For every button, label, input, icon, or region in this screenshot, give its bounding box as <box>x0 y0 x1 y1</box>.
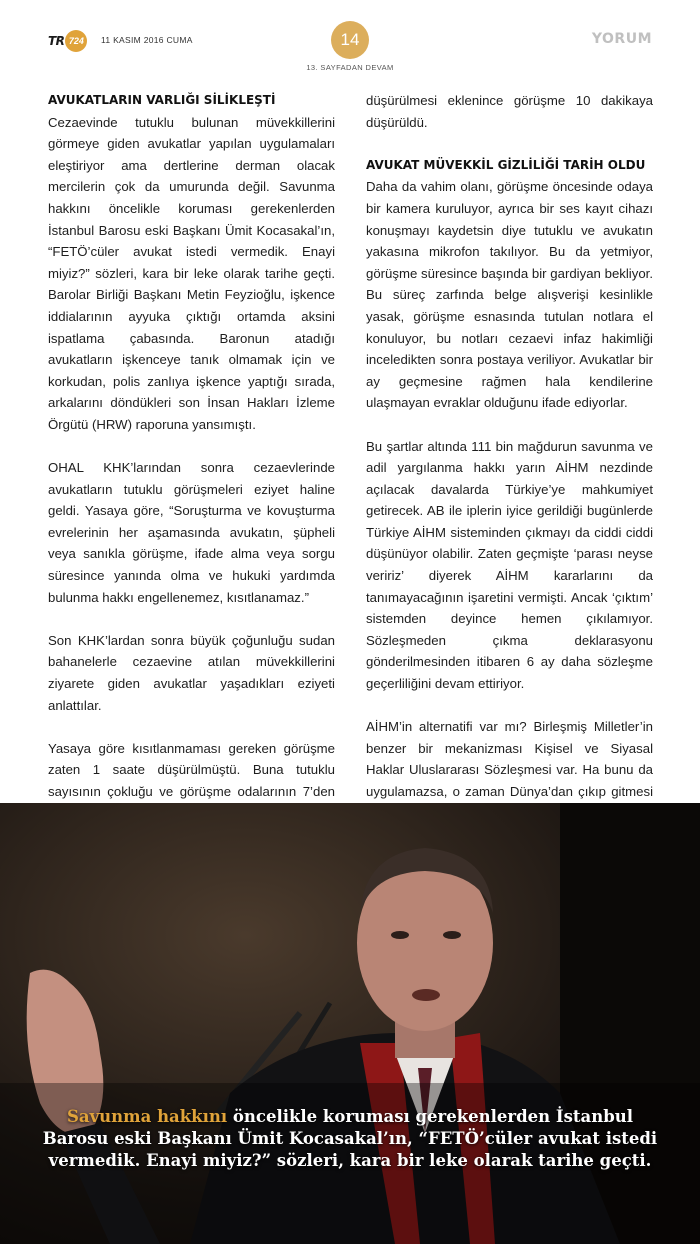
speaker-illustration <box>0 803 700 1244</box>
heading-avukat-muvekkil: AVUKAT MÜVEKKİL GİZLİLİĞİ TARİH OLDU <box>366 157 646 172</box>
section-label: YORUM <box>591 31 652 47</box>
heading-avukatlarin-varligi: AVUKATLARIN VARLIĞI SİLİKLEŞTİ <box>48 93 276 107</box>
speaker-photo <box>0 803 700 1244</box>
paragraph-4-continued: düşürülmesi eklenince görüşme 10 dakikaya düşürüldü. <box>366 93 653 130</box>
issue-date: 11 KASIM 2016 CUMA <box>101 35 193 45</box>
paragraph-5: Daha da vahim olanı, görüşme öncesinde odaya bir kamera kuruluyor, ayrıca bir ses kayıt cihazı konuşmayı kaydetsin diye tutuklu ve avukatın yakasına mikrofon takılıyor. Bu da yetmiyor, görüşme süresince başında bir gardiyan bekliyor. Bu süreç zarfında belge alışverişi kesinlikle yasak, görüşme esnasında tutulan notlara el konuluyor, bu notları cezaevi infaz hakimliği inceledikten sonra postaya veriliyor. Avukatlar bir ay geçmesine rağmen hala kendilerine ulaşmayan evraklar olduğunu ifade ediyorlar. <box>366 179 653 411</box>
paragraph-6: Bu şartlar altında 111 bin mağdurun savunma ve adil yargılanma hakkı yarın AİHM nezdinde açılacak davalarda Türkiye’ye mahkumiyet getirecek. AB ile iplerin iyice gerildiği bugünlerde Türkiye AİHM sisteminden çıkmayı da ciddi ciddi düşünüyor olabilir. Zaten geçmişte ‘parası neyse veririz’ diyerek AİHM kararlarını da tanımayacağının işaretini vermişti. Ancak ‘çıktım’ sistemden deyince hemen çıkılamıyor. Sözleşmeden çıkma deklarasyonu gönderilmesinden itibaren 6 ay daha sözleşme geçerliliğini devam ettiriyor. <box>366 438 653 692</box>
page-header <box>0 0 700 80</box>
tr724-logo <box>48 30 87 52</box>
logo-badge: 724 <box>65 30 87 52</box>
page-number-badge: 14 <box>331 21 369 59</box>
paragraph-3: Son KHK’lardan sonra büyük çoğunluğu sudan bahanelerle cezaevine atılan müvekkillerini ziyarete giden avukatlar yaşadıkları eziyeti anlattılar. <box>48 632 335 713</box>
paragraph-4: Yasaya göre kısıtlanmaması gereken görüşme zaten 1 saate düşürülmüştü. Buna tutuklu sayısının çokluğu ve görüşme odalarının 7’den <box>48 740 335 799</box>
logo-text: TR <box>48 34 65 48</box>
caption-highlight: Savunma hakkını <box>66 1107 228 1126</box>
paragraph-7: AİHM’in alternatifi var mı? Birleşmiş Milletler’in benzer bir mekanizması Kişisel ve Siyasal Haklar Uluslararası Sözleşmesi var. Ha bunu da uygulamazsa, o zaman Dünya’dan çıkıp gitmesi <box>366 719 653 799</box>
photo-caption <box>40 1106 660 1172</box>
paragraph-2: OHAL KHK’larından sonra cezaevlerinde avukatların tutuklu görüşmeleri eziyet haline geldi. Yasaya göre, “Soruşturma ve kovuşturma evrelerinin her aşamasında avukatın, şüpheli veya sanıkla görüşme, ifade alma veya sorgu süresince yanında olma ve hukuki yardımda bulunma hakkı engellenemez, kısıtlanamaz.” <box>48 460 335 605</box>
paragraph-1: Cezaevinde tutuklu bulunan müvekkillerini görmeye giden avukatlar yapılan uygulamaları eleştiriyor ama dertlerine derman olacak mercilerin çok da umurunda değil. Savunma hakkını öncelikle koruması gerekenlerden İstanbul Barosu eski Başkanı Ümit Kocasakal’ın, “FETÖ’cüler avukat istedi vermedik. Enayi miyiz?” sözleri, kara bir leke olarak tarihe geçti. Barolar Birliği Başkanı Metin Feyzioğlu, işkence iddialarının ayyuka çıktığı ortamda aksini ispatlama çabasında. Baronun atadığı avukatların işkenceye tanık olmamak için ve korkudan, polis zanlıya işkence yaptığı sırada, arkalarını döndükleri son İnsan Hakları İzleme Örgütü (HRW) raporuna yansımıştı. <box>48 114 335 432</box>
continued-from-note: 13. SAYFADAN DEVAM <box>306 63 394 72</box>
article-column-right <box>366 90 653 846</box>
caption-text: öncelikle koruması gerekenlerden İstanbul Barosu eski Başkanı Ümit Kocasakal’ın, “FETÖ’cüler avukat istedi vermedik. Enayi miyiz?” sözleri, kara bir leke olarak tarihe geçti. <box>42 1107 658 1170</box>
article-column-left <box>48 90 335 846</box>
